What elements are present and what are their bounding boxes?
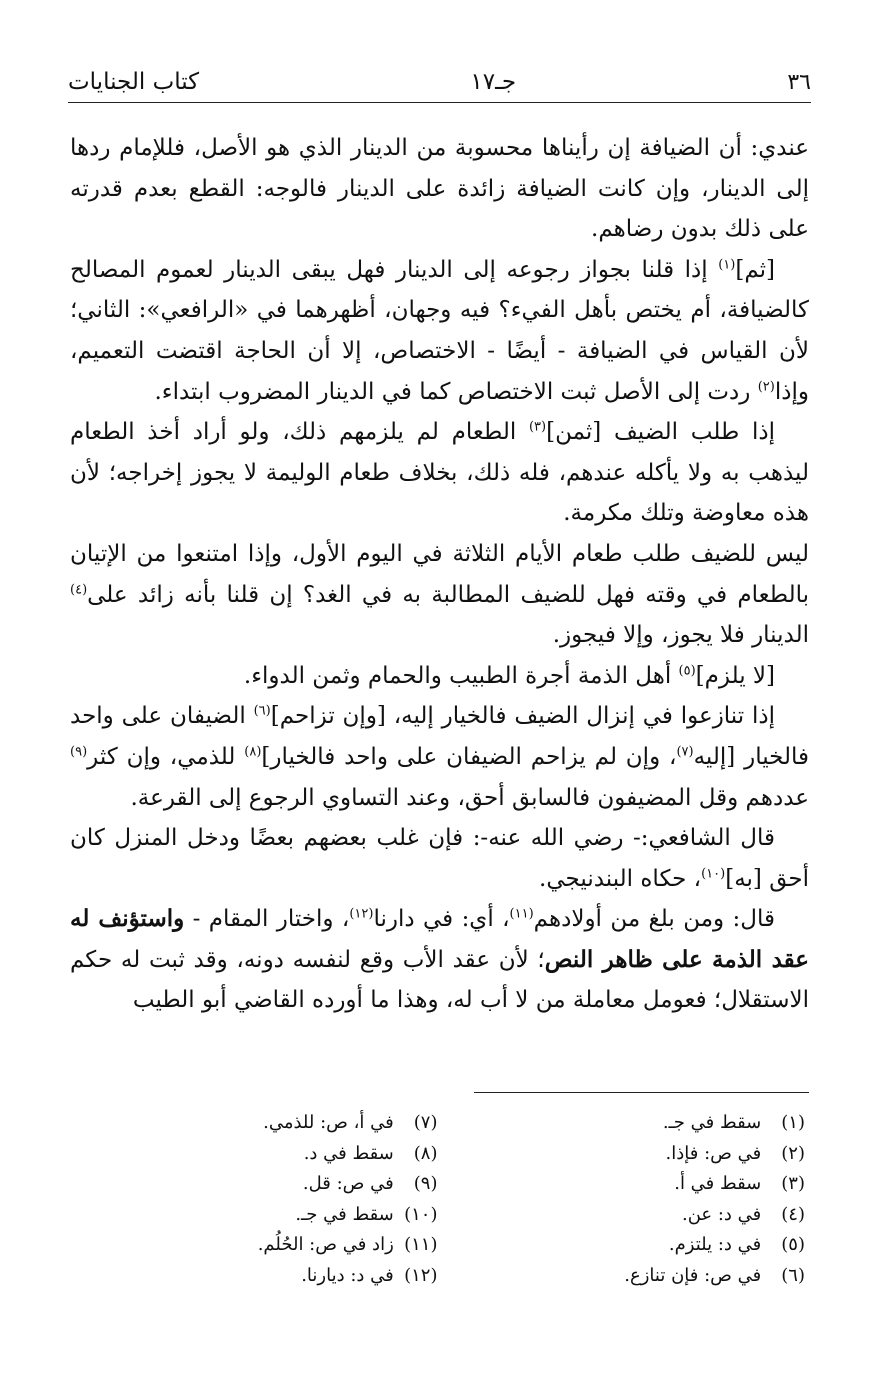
paragraph: [لا يلزم]$^{(٥)}$ أهل الذمة أجرة الطبيب والحمام وثمن الدواء. <box>243 662 775 689</box>
footnote-ref[interactable]: (٦) <box>253 703 271 719</box>
footnote: (١١) زاد في ص: الحُلُم. <box>257 1234 438 1255</box>
footnote-ref[interactable]: (٢) <box>757 378 775 394</box>
footnote: (٧) في أ، ص: للذمي. <box>263 1112 438 1133</box>
paragraph: إذا تنازعوا في إنزال الضيف فالخيار إليه، [وإن تزاحم]$^{(٦)}$ الضيفان على واحد فالخيار [إليه$^{(٧)}$، وإن لم يزاحم الضيفان على واحد فالخيار]$^{(٨)}$ للذمي، وإن كثر$^{(٩)}$ عددهم وقل المضيفون فالسابق أحق، وعند التساوي الرجوع إلى القرعة. <box>70 703 809 811</box>
footnote-ref[interactable]: (١٢) <box>349 906 374 922</box>
footnotes-column-right <box>438 1108 808 1291</box>
main-text <box>70 128 809 1021</box>
footnote-ref[interactable]: (٧) <box>676 744 694 760</box>
quoted-matn: واستؤنف له عقد الذمة على ظاهر النص <box>70 905 809 973</box>
paragraph: [ثم]$^{(١)}$ إذا قلنا بجواز رجوعه إلى الدينار فهل يبقى الدينار لعموم المصالح كالضيافة، أم يختص بأهل الفيء؟ فيه وجهان، أظهرهما في «الرافعي»: الثاني؛ لأن القياس في الضيافة - أيضًا - الاختصاص، إلا أن الحاجة اقتضت التعميم، وإذا$^{(٢)}$ ردت إلى الأصل ثبت الاختصاص كما في الدينار المضروب ابتداء. <box>70 256 809 405</box>
footnote: (١٢) في د: ديارنا. <box>301 1264 438 1286</box>
footnote: (١٠) سقط في جـ. <box>295 1203 438 1225</box>
page-number: ٣٦ <box>787 69 811 95</box>
footnote: (٢) في ص: فإذا. <box>665 1142 805 1164</box>
footnote: (٦) في ص: فإن تنازع. <box>624 1264 805 1286</box>
footnote-ref[interactable]: (٣) <box>528 419 547 435</box>
paragraph: قال الشافعي:- رضي الله عنه-: فإن غلب بعضهم بعضًا ودخل المنزل كان أحق [به]$^{(١٠)}$، حكاه البندنيجي. <box>70 825 809 892</box>
footnote-ref[interactable]: (٥) <box>678 663 696 679</box>
paragraph: ليس للضيف طلب طعام الأيام الثلاثة في اليوم الأول، وإذا امتنعوا من الإتيان بالطعام في وقته فهل للضيف المطالبة به في الغد؟ إن قلنا بأنه زائد على$^{(٤)}$ الدينار فلا يجوز، وإلا فيجوز. <box>70 540 809 649</box>
footnote: (٨) سقط في د. <box>303 1142 438 1164</box>
footnote-separator <box>474 1092 809 1093</box>
paragraph: قال: ومن بلغ من أولادهم$^{(١١)}$، أي: في دارنا$^{(١٢)}$، واختار المقام - واستؤنف له عقد الذمة على ظاهر النص؛ لأن عقد الأب وقع لنفسه دونه، وقد ثبت له حكم الاستقلال؛ فعومل معاملة من لا أب له، وهذا ما أورده القاضي أبو الطيب <box>70 905 809 1014</box>
page-header <box>68 62 811 103</box>
footnote: (١) سقط في جـ. <box>662 1112 805 1133</box>
paragraph: عندي: أن الضيافة إن رأيناها محسوبة من الدينار الذي هو الأصل، فللإمام ردها إلى الدينار، وإن كانت الضيافة زائدة على الدينار فالوجه: القطع بعدم قدرته على ذلك بدون رضاهم. <box>70 135 809 243</box>
footnotes-column-left <box>70 1108 438 1291</box>
footnote-ref[interactable]: (٤) <box>70 581 88 597</box>
footnote: (٣) سقط في أ. <box>674 1173 805 1194</box>
footnote-ref[interactable]: (٩) <box>70 744 88 760</box>
footnote: (٥) في د: يلتزم. <box>668 1234 805 1255</box>
footnote-ref[interactable]: (١٠) <box>701 866 726 882</box>
paragraph: إذا طلب الضيف [ثمن]$^{(٣)}$ الطعام لم يلزمهم ذلك، ولو أراد أخذ الطعام ليذهب به ولا يأكله عندهم، فله ذلك، بخلاف طعام الوليمة لا يجوز إخراجه؛ لأن هذه معاوضة وتلك مكرمة. <box>70 419 809 527</box>
volume-number: جـ١٧ <box>470 69 517 95</box>
footnote-ref[interactable]: (١) <box>718 257 736 273</box>
footnote: (٤) في د: عن. <box>681 1203 805 1225</box>
book-title: كتاب الجنايات <box>68 69 200 95</box>
footnote-ref[interactable]: (٨) <box>244 744 262 760</box>
footnotes <box>70 1108 807 1291</box>
footnote: (٩) في ص: قل. <box>302 1173 438 1194</box>
footnote-ref[interactable]: (١١) <box>509 906 534 922</box>
